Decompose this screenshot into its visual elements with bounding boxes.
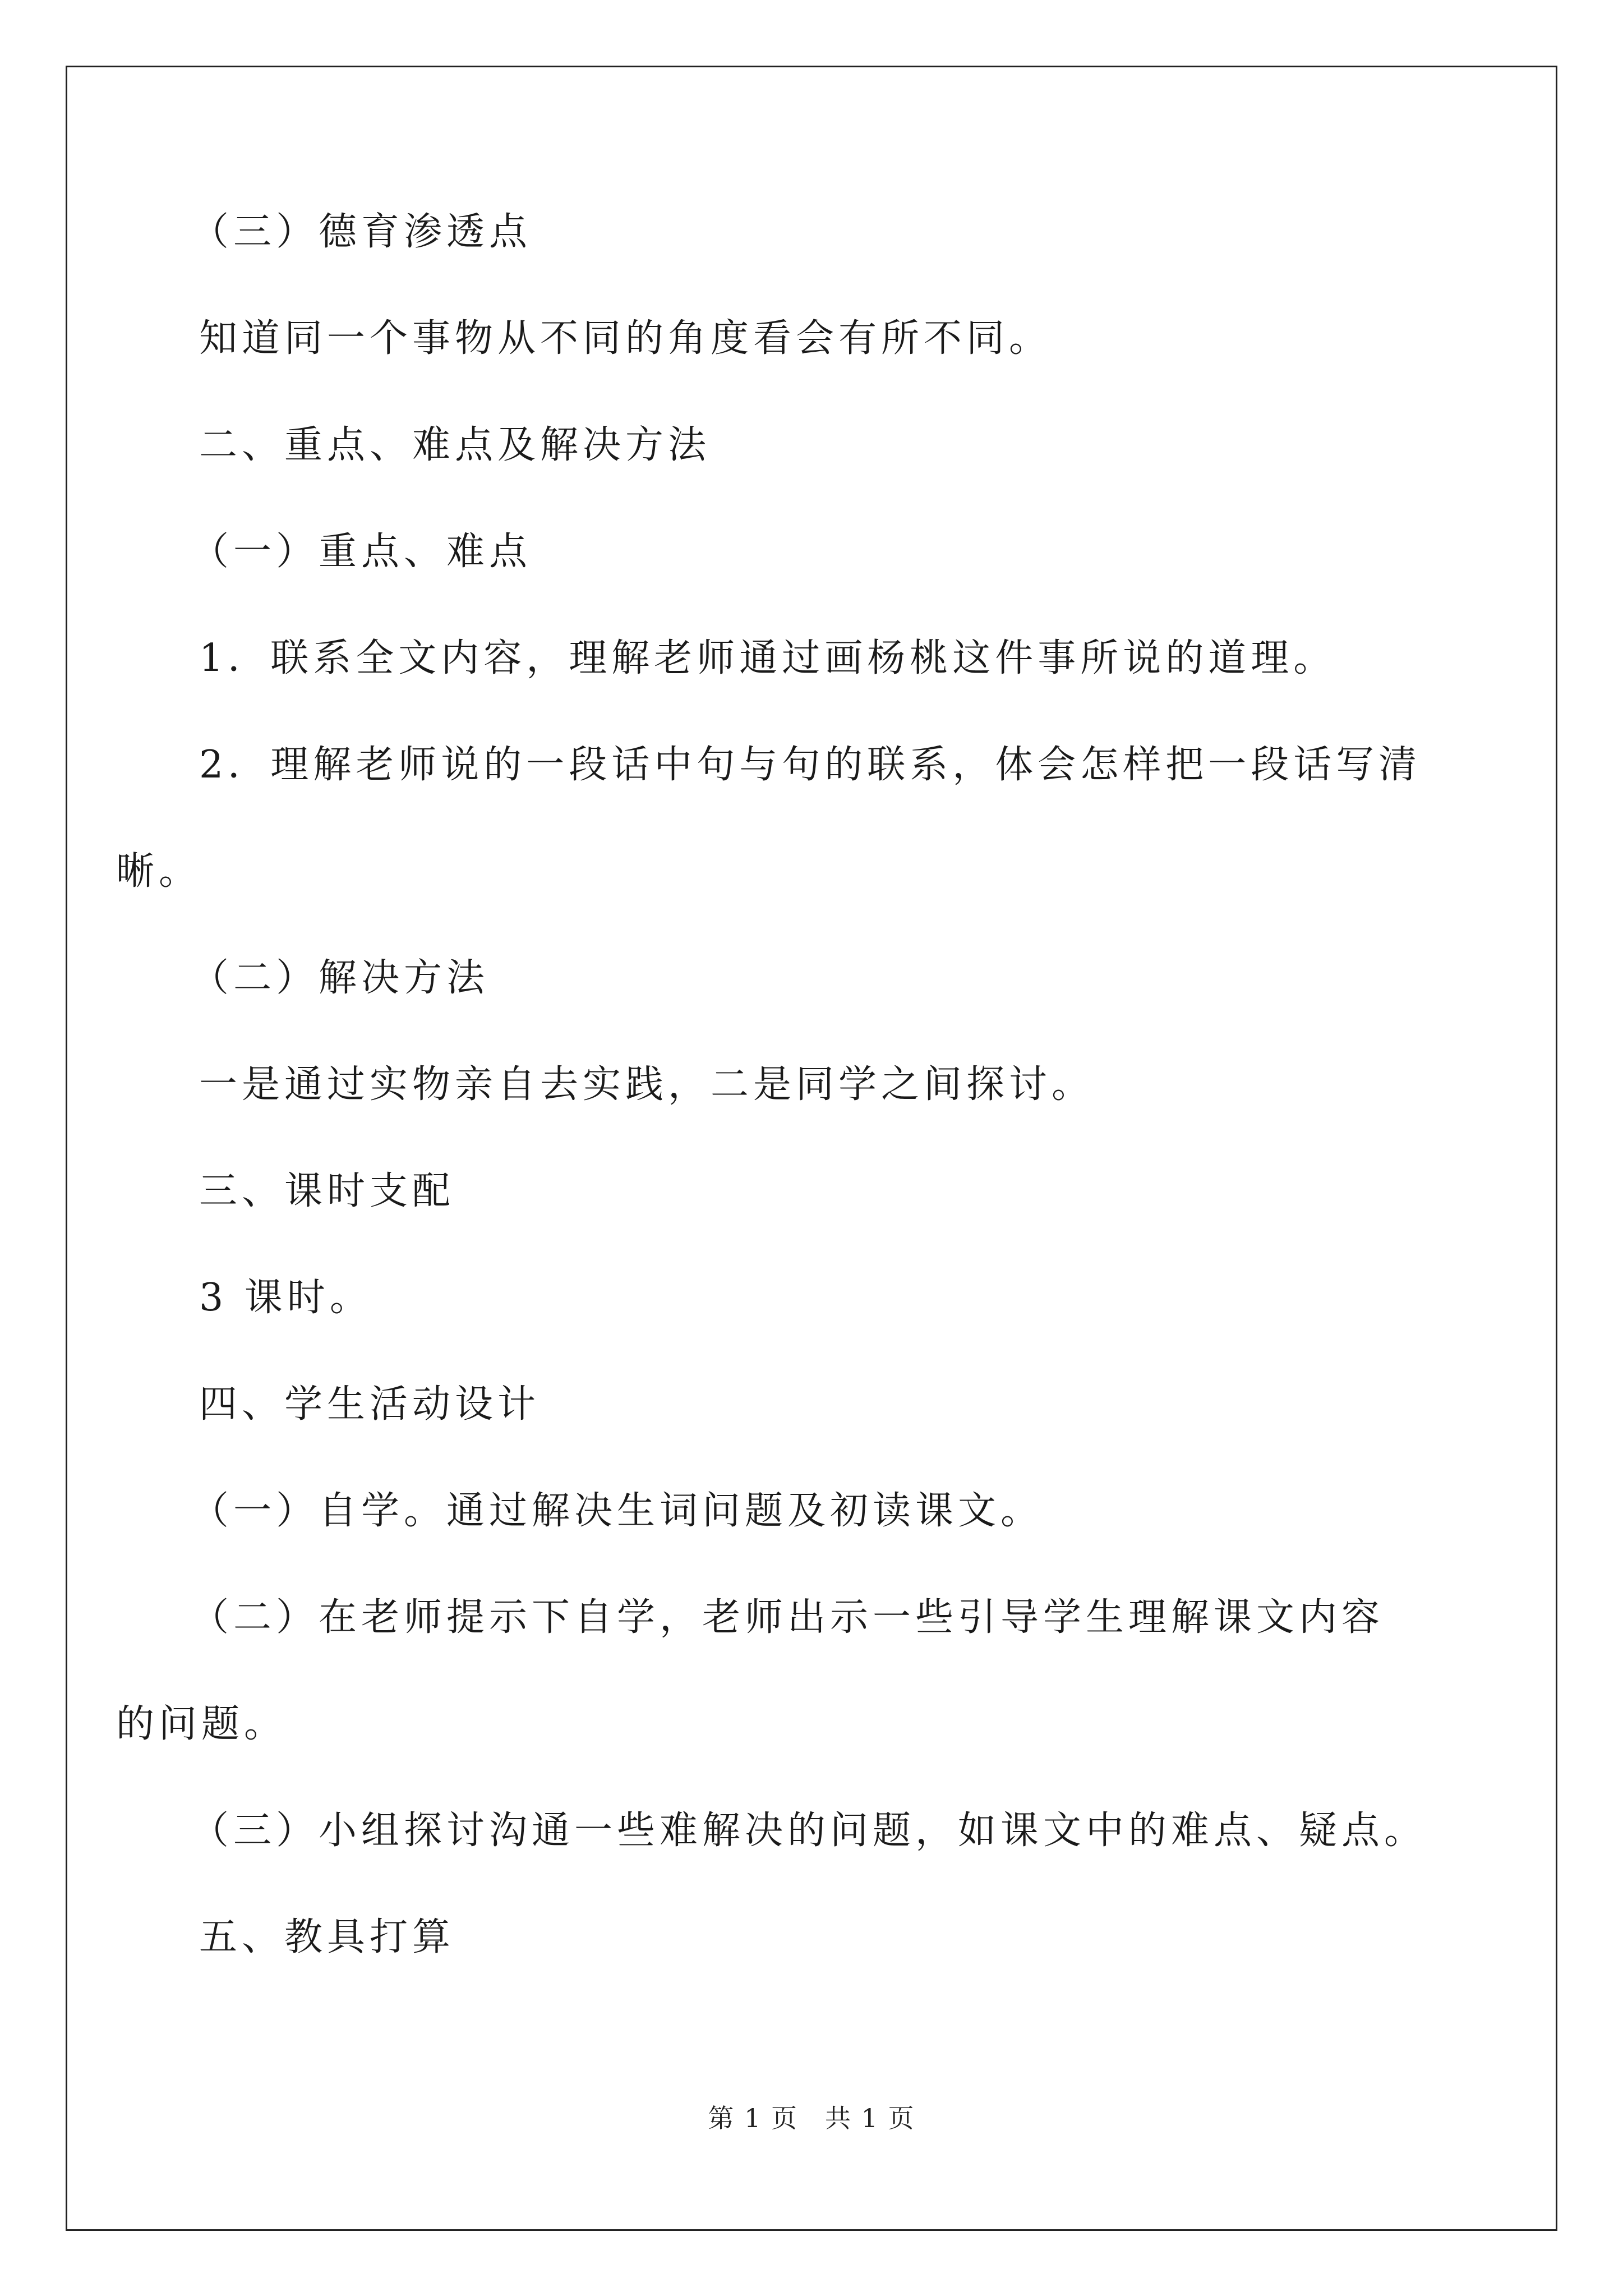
heading-moral-education: （三）德育渗透点 xyxy=(191,210,532,254)
list-item-2-line-2: 晰。 xyxy=(116,849,202,894)
paragraph-text: 知道同一个事物从不同的角度看会有所不同。 xyxy=(199,316,1052,361)
heading-key-difficult: （一）重点、难点 xyxy=(191,530,532,574)
list-item-2-line-1: 2．理解老师说的一段话中句与句的联系，体会怎样把一段话写清 xyxy=(199,743,1422,787)
heading-solutions: （二）解决方法 xyxy=(191,956,490,1000)
document-body xyxy=(116,210,1433,2025)
list-item-2 xyxy=(116,743,1433,894)
list-item-1: 1．联系全文内容，理解老师通过画杨桃这件事所说的道理。 xyxy=(199,636,1336,680)
paragraph-text: 一是通过实物亲自去实践，二是同学之间探讨。 xyxy=(199,1062,1095,1107)
activity-item-2 xyxy=(116,1595,1433,1746)
heading-student-activities: 四、学生活动设计 xyxy=(199,1382,541,1427)
paragraph-text: 3 课时。 xyxy=(199,1276,372,1320)
heading-class-hours: 三、课时支配 xyxy=(199,1169,455,1213)
heading-teaching-aids: 五、教具打算 xyxy=(199,1915,455,1959)
activity-item-2-line-1: （二）在老师提示下自学，老师出示一些引导学生理解课文内容 xyxy=(191,1595,1385,1640)
page-number-footer: 第 1 页 共 1 页 xyxy=(708,2103,915,2133)
activity-item-2-line-2: 的问题。 xyxy=(116,1702,287,1746)
activity-item-3: （三）小组探讨沟通一些难解决的问题，如课文中的难点、疑点。 xyxy=(191,1809,1427,1853)
heading-key-points: 二、重点、难点及解决方法 xyxy=(199,423,711,467)
activity-item-1: （一）自学。通过解决生词问题及初读课文。 xyxy=(191,1489,1044,1533)
